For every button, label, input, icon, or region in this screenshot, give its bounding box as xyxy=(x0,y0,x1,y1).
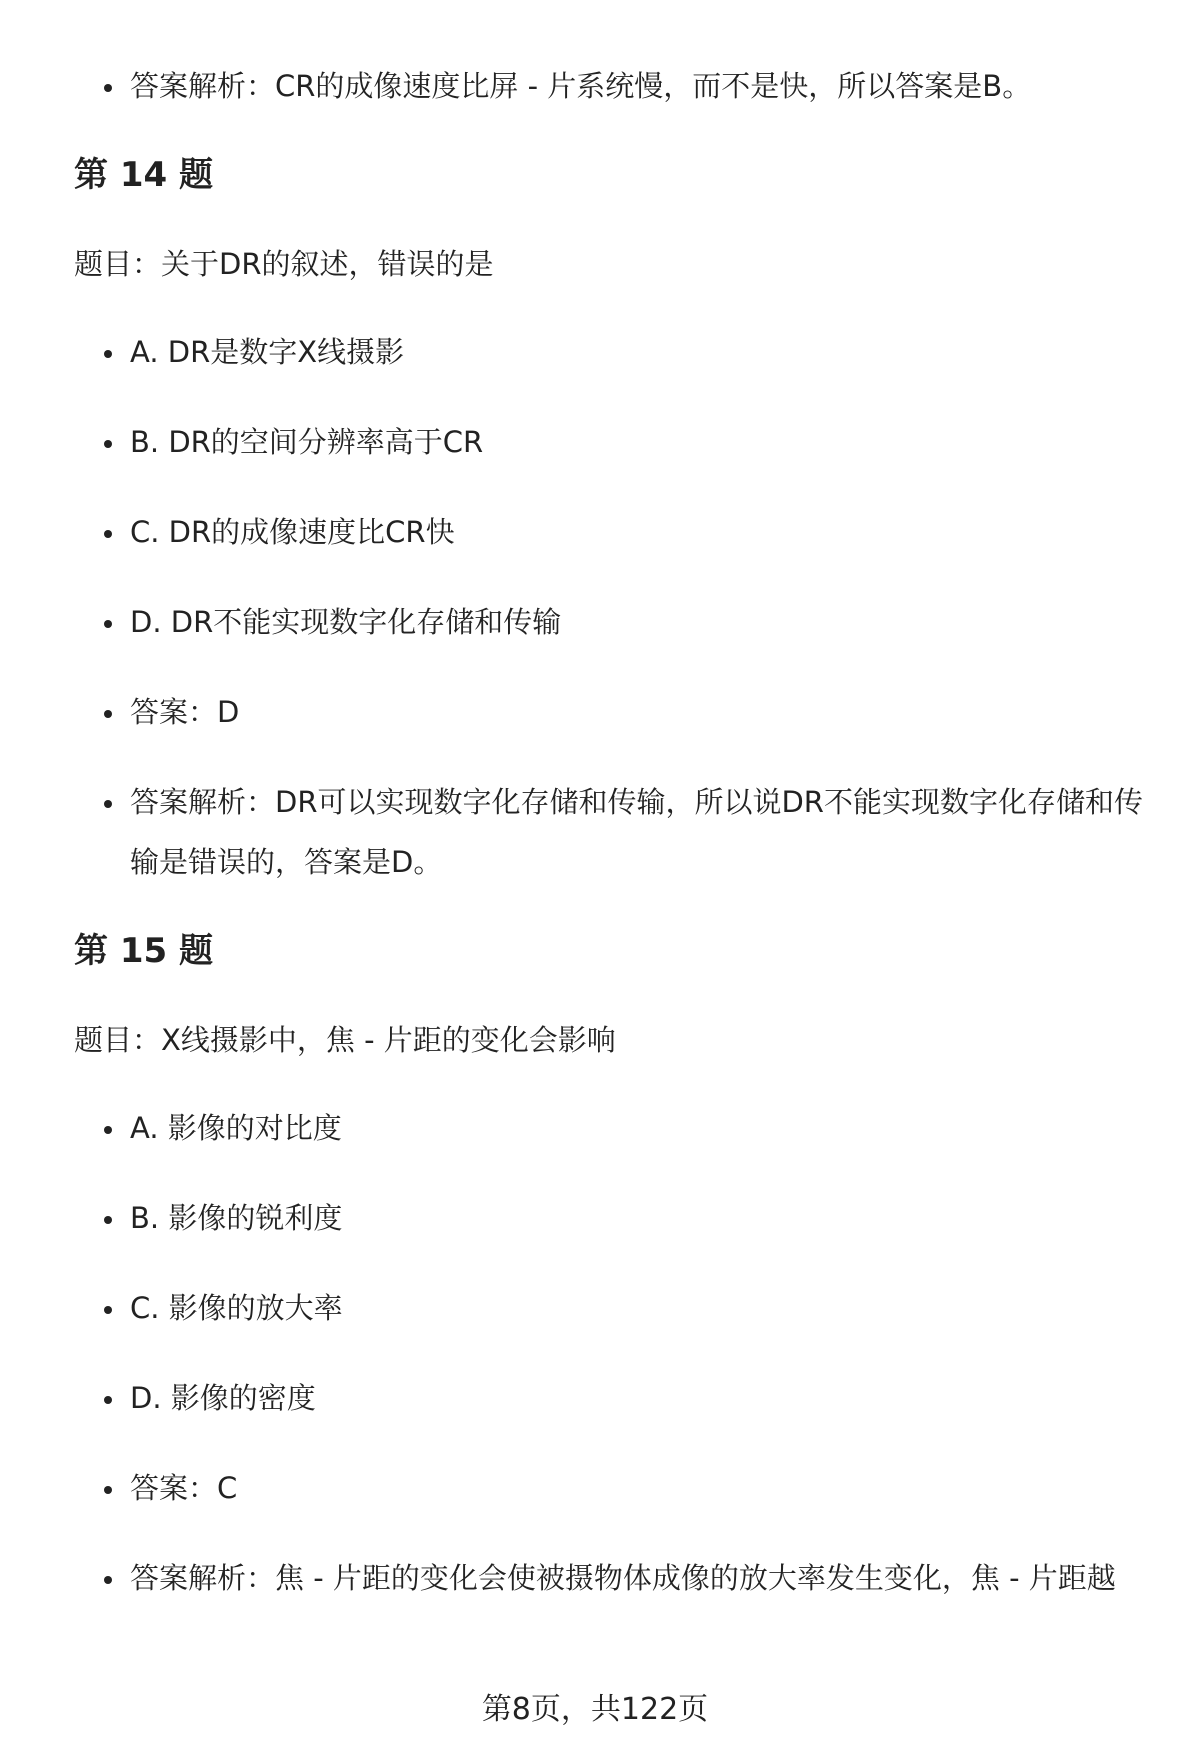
question-heading: 第 15 题 xyxy=(74,931,213,971)
question-options xyxy=(74,322,1154,892)
explanation-item: 答案解析：CR的成像速度比屏 - 片系统慢，而不是快，所以答案是B。 xyxy=(74,56,1154,116)
option-b: B. 影像的锐利度 xyxy=(74,1188,1154,1248)
question-stem: 题目：X线摄影中，焦 - 片距的变化会影响 xyxy=(74,1023,616,1057)
page-footer: 第8页，共122页 xyxy=(481,1692,709,1727)
option-a: A. 影像的对比度 xyxy=(74,1098,1154,1158)
question-stem: 题目：关于DR的叙述，错误的是 xyxy=(74,247,494,281)
answer-item: 答案：D xyxy=(74,682,1154,742)
option-b: B. DR的空间分辨率高于CR xyxy=(74,412,1154,472)
answer-item: 答案：C xyxy=(74,1458,1154,1518)
option-a: A. DR是数字X线摄影 xyxy=(74,322,1154,382)
question-15 xyxy=(74,926,1154,1608)
option-d: D. DR不能实现数字化存储和传输 xyxy=(74,592,1154,652)
prev-question-tail xyxy=(74,56,1154,116)
question-options xyxy=(74,1098,1154,1608)
option-d: D. 影像的密度 xyxy=(74,1368,1154,1428)
option-c: C. 影像的放大率 xyxy=(74,1278,1154,1338)
question-14 xyxy=(74,150,1154,892)
question-heading: 第 14 题 xyxy=(74,155,213,195)
document-content xyxy=(74,56,1154,1638)
explanation-item: 答案解析：焦 - 片距的变化会使被摄物体成像的放大率发生变化，焦 - 片距越 xyxy=(74,1548,1154,1608)
explanation-item: 答案解析：DR可以实现数字化存储和传输，所以说DR不能实现数字化存储和传输是错误的，答案是D。 xyxy=(74,772,1154,892)
option-c: C. DR的成像速度比CR快 xyxy=(74,502,1154,562)
